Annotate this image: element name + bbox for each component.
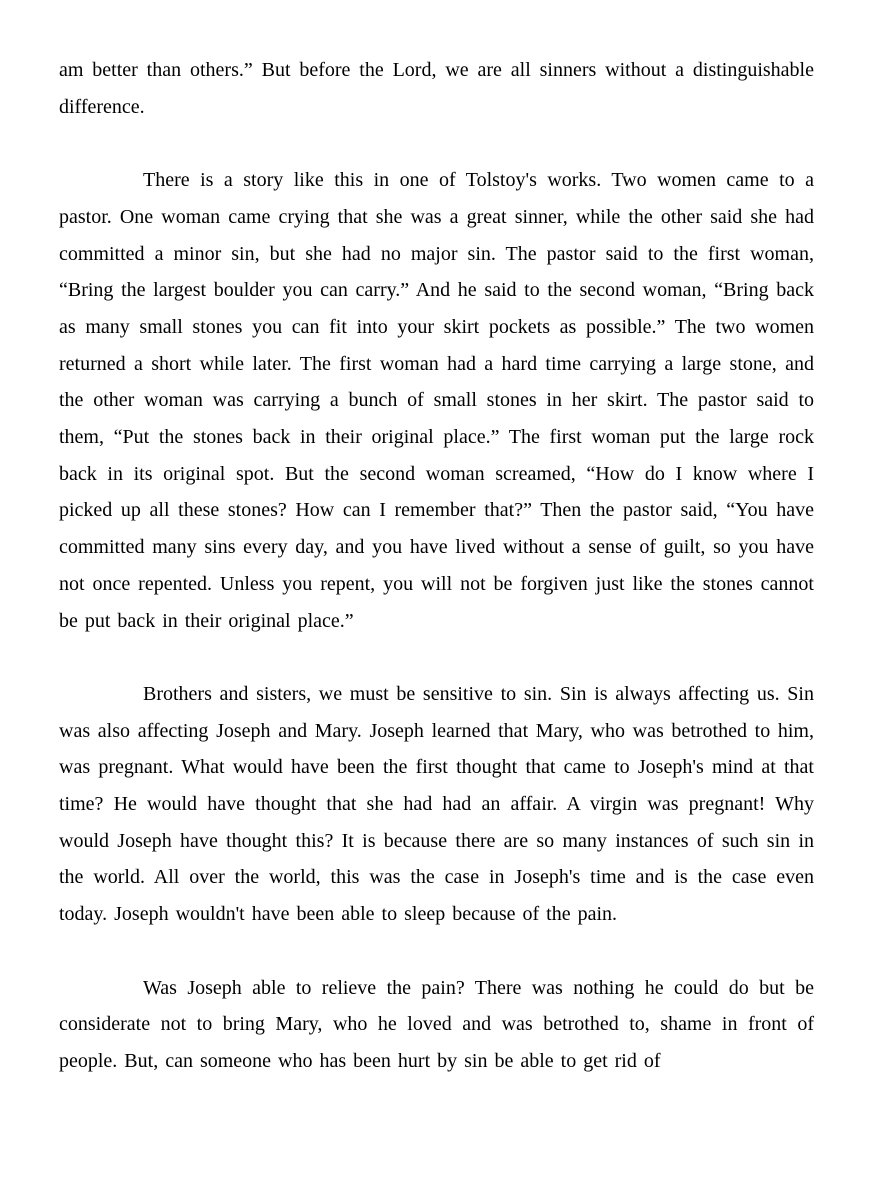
paragraph-sensitive-to-sin: Brothers and sisters, we must be sensitive to sin. Sin is always affecting us. Sin was also affecting Joseph and Mary. Joseph learned that Mary, who was betrothed to him, was pregnant. What would have been the first thought that came to Joseph's mind at that time? He would have thought that she had had an affair. A virgin was pregnant! Why would Joseph have thought this? It is because there are so many instances of such sin in the world. All over the world, this was the case in Joseph's time and is the case even today. Joseph wouldn't have been able to sleep because of the pain.: [59, 682, 814, 926]
document-page: [59, 52, 814, 1080]
paragraph-joseph-pain: Was Joseph able to relieve the pain? There was nothing he could do but be considerate not to bring Mary, who he loved and was betrothed to, shame in front of people. But, can someone who has been hurt by sin be able to get rid of: [59, 976, 814, 1072]
paragraph-continuation: am better than others.” But before the Lord, we are all sinners without a distinguishable difference.: [59, 59, 814, 118]
paragraph-tolstoy-story: There is a story like this in one of Tolstoy's works. Two women came to a pastor. One woman came crying that she was a great sinner, while the other said she had committed a minor sin, but she had no major sin. The pastor said to the first woman, “Bring the largest boulder you can carry.” And he said to the second woman, “Bring back as many small stones you can fit into your skirt pockets as possible.” The two women returned a short while later. The first woman had a hard time carrying a large stone, and the other woman was carrying a bunch of small stones in her skirt. The pastor said to them, “Put the stones back in their original place.” The first woman put the large rock back in its original spot. But the second woman screamed, “How do I know where I picked up all these stones? How can I remember that?” Then the pastor said, “You have committed many sins every day, and you have lived without a sense of guilt, so you have not once repented. Unless you repent, you will not be forgiven just like the stones cannot be put back in their original place.”: [59, 169, 814, 632]
